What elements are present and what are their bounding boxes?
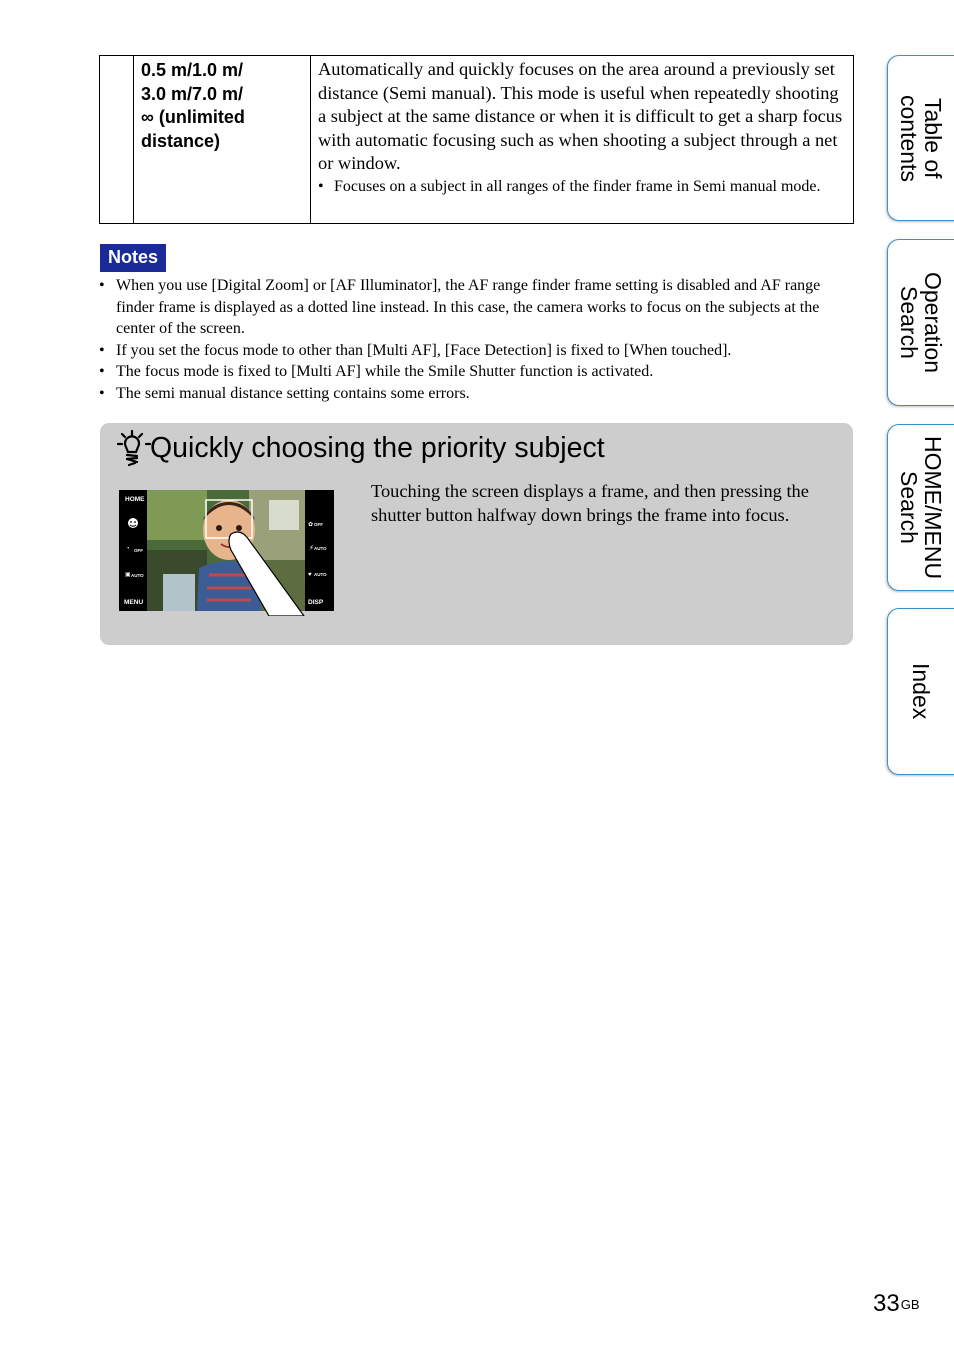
tab-label: Table of contents xyxy=(896,94,946,182)
tab-index[interactable] xyxy=(887,608,954,775)
list-item: • The semi manual distance setting contains some errors. xyxy=(99,383,859,405)
hint-text: Touching the screen displays a frame, and then pressing the shutter button halfway down brings the frame into focus. xyxy=(371,481,809,525)
tab-label: Index xyxy=(908,663,934,720)
disp-label: DISP xyxy=(308,599,324,606)
scene-label: AUTO xyxy=(314,572,327,577)
notes-badge: Notes xyxy=(100,244,166,272)
macro-icon: ✿ xyxy=(308,522,314,528)
tab-table-of-contents[interactable] xyxy=(887,55,954,221)
lightbulb-icon xyxy=(117,429,151,467)
hint-title: Quickly choosing the priority subject xyxy=(150,432,605,464)
table-row xyxy=(100,56,854,224)
list-item: • When you use [Digital Zoom] or [AF Illuminator], the AF range finder frame setting is disabled and AF range finder frame is displayed as a dotted line instead. In this case, the camera works to focus on the subjects at the center of the screen. xyxy=(99,275,859,340)
macro-label: OFF xyxy=(314,522,323,527)
hint-box xyxy=(100,423,853,645)
flash-label: AUTO xyxy=(314,546,327,551)
setting-description-bullet: • Focuses on a subject in all ranges of the finder frame in Semi manual mode. xyxy=(311,176,853,198)
tab-home-menu-search[interactable] xyxy=(887,424,954,591)
page-number xyxy=(873,1290,920,1318)
table-cell-icon xyxy=(100,56,134,224)
home-label: HOME xyxy=(125,496,145,503)
tab-operation-search[interactable] xyxy=(887,239,954,406)
focus-label: AUTO xyxy=(131,573,144,578)
list-item: • The focus mode is fixed to [Multi AF] while the Smile Shutter function is activated. xyxy=(99,361,859,383)
page-number-value: 33 xyxy=(873,1290,900,1317)
flash-icon: ⚡ xyxy=(309,545,314,552)
tab-label: HOME/MENU Search xyxy=(896,435,946,580)
focus-icon: ▣ xyxy=(125,572,131,578)
setting-description: Automatically and quickly focuses on the area around a previously set distance (Semi manual). This mode is useful when repeatedly shooting a subject at the same distance or when it is difficult to get a sharp focus with automatic focusing such as when shooting a subject through a net or window. xyxy=(318,59,843,174)
camera-lcd-illustration xyxy=(119,490,334,616)
self-timer-label: OFF xyxy=(134,548,143,553)
focus-mode-table xyxy=(99,55,854,224)
notes-list xyxy=(99,275,859,405)
scene-icon: ♥ xyxy=(308,572,312,578)
list-item: • If you set the focus mode to other than [Multi AF], [Face Detection] is fixed to [When touched]. xyxy=(99,340,859,362)
table-cell-setting xyxy=(134,56,311,224)
setting-name: 0.5 m/1.0 m/ 3.0 m/7.0 m/ ∞ (unlimited distance) xyxy=(141,60,245,152)
tab-label: Operation Search xyxy=(896,271,946,373)
menu-label: MENU xyxy=(124,599,144,606)
page-number-suffix: GB xyxy=(900,1297,920,1312)
self-timer-icon: ◔ xyxy=(126,546,130,552)
table-cell-description xyxy=(311,56,854,224)
